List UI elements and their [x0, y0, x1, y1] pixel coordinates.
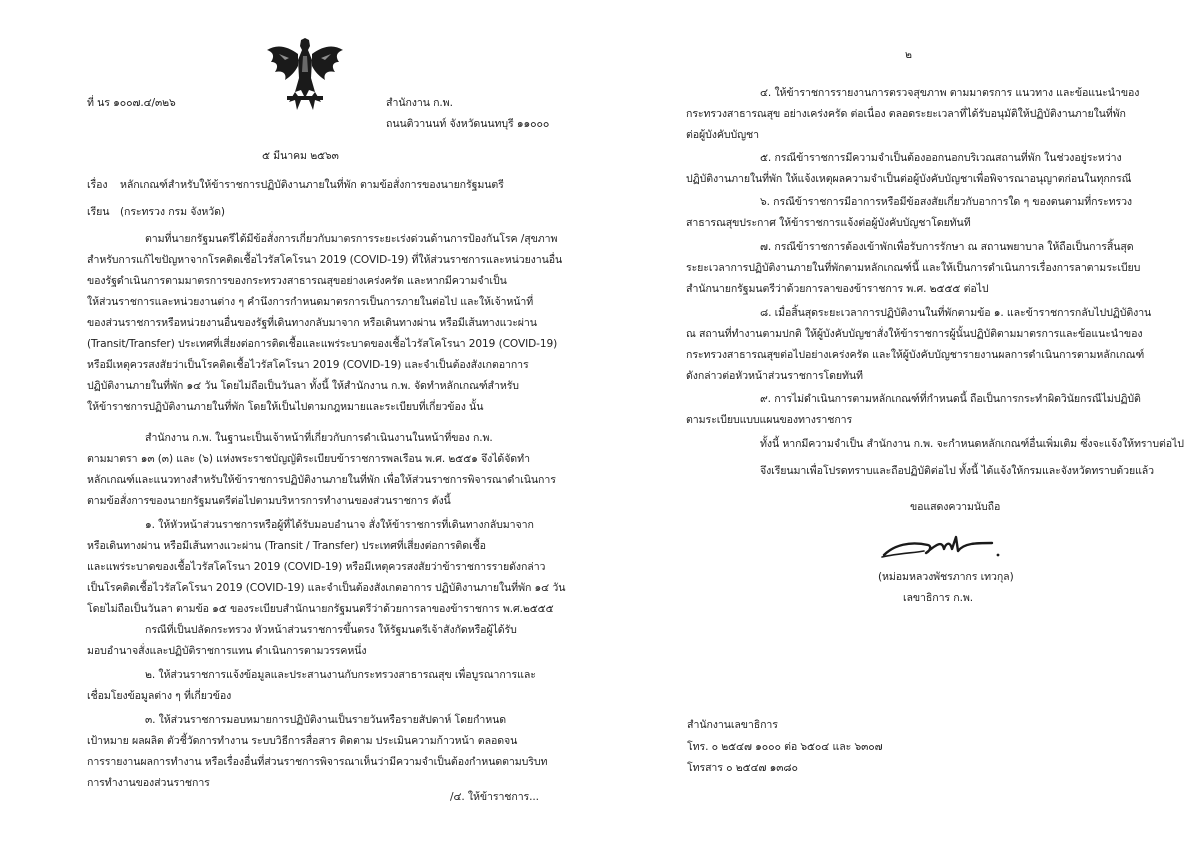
footer-phone: โทร. ๐ ๒๕๔๗ ๑๐๐๐ ต่อ ๖๕๐๔ และ ๖๓๐๗ — [687, 741, 883, 753]
continuation-note: /๔. ให้ข้าราชการ... — [450, 791, 539, 803]
regards: ขอแสดงความนับถือ — [910, 501, 1001, 513]
item-3-line: การรายงานผลการทำงาน หรือเรื่องอื่นที่ส่วนราชการพิจารณาเห็นว่ามีความจำเป็นต้องกำหนดตามบริบท — [87, 756, 548, 768]
item-7-line: สำนักนายกรัฐมนตรีว่าด้วยการลาของข้าราชการ พ.ศ. ๒๕๕๕ ต่อไป — [686, 283, 989, 295]
item-4-line: กระทรวงสาธารณสุข อย่างเคร่งครัด ต่อเนื่อง ตลอดระยะเวลาที่ได้รับอนุมัติให้ปฏิบัติงานภายในที่พัก — [686, 108, 1126, 120]
paragraph-1-line: ปฏิบัติงานภายในที่พัก ๑๔ วัน โดยไม่ถือเป็นวันลา ทั้งนี้ ให้สำนักงาน ก.พ. จัดทำหลักเกณฑ์สำหรับ — [87, 380, 519, 392]
paragraph-1-line: หรือมีเหตุควรสงสัยว่าเป็นโรคติดเชื้อไวรัสโคโรนา 2019 (COVID-19) และจำเป็นต้องสังเกตอาการ — [87, 359, 529, 371]
office-name: สำนักงาน ก.พ. — [386, 97, 453, 109]
paragraph-1-line: ของรัฐดำเนินการตามมาตรการของกระทรวงสาธารณสุขอย่างเคร่งครัด และหากมีความจำเป็น — [87, 275, 507, 287]
to-text: (กระทรวง กรม จังหวัด) — [120, 206, 225, 218]
document-page-2 — [600, 0, 1200, 847]
closing-line: จึงเรียนมาเพื่อโปรดทราบและถือปฏิบัติต่อไป ทั้งนี้ ได้แจ้งให้กรมและจังหวัดทราบด้วยแล้ว — [760, 465, 1155, 477]
item-7-line: ระยะเวลาการปฏิบัติงานภายในที่พักตามหลักเกณฑ์นี้ และให้เป็นการดำเนินการเรื่องการลาตามระเบียบ — [686, 262, 1141, 274]
signatory-title: เลขาธิการ ก.พ. — [903, 592, 974, 604]
paragraph-1-line: (Transit/Transfer) ประเทศที่เสี่ยงต่อการติดเชื้อและแพร่ระบาดของเชื้อไวรัสโคโรนา 2019 (COVID-19) — [87, 338, 558, 350]
page-number: ๒ — [905, 49, 912, 61]
item-3-line: การทำงานของส่วนราชการ — [87, 777, 210, 789]
paragraph-2-line: ตามมาตรา ๑๓ (๓) และ (๖) แห่งพระราชบัญญัติระเบียบข้าราชการพลเรือน พ.ศ. ๒๕๕๑ จึงได้จัดทำ — [87, 453, 530, 465]
closing-line: ทั้งนี้ หากมีความจำเป็น สำนักงาน ก.พ. จะกำหนดหลักเกณฑ์อื่นเพิ่มเติม ซึ่งจะแจ้งให้ทราบต่อไป — [760, 438, 1184, 450]
garuda-emblem — [265, 38, 345, 112]
paragraph-2-line: ตามข้อสั่งการของนายกรัฐมนตรีต่อไปตามบริหารการทำงานของส่วนราชการ ดังนี้ — [87, 495, 451, 507]
footer-office: สำนักงานเลขาธิการ — [687, 719, 778, 731]
item-1-line: หรือเดินทางผ่าน หรือมีเส้นทางแวะผ่าน (Transit / Transfer) ประเทศที่เสี่ยงต่อการติดเชื้อ — [87, 540, 486, 552]
paragraph-1-line: ให้ข้าราชการปฏิบัติงานภายในที่พัก โดยให้เป็นไปตามกฎหมายและระเบียบที่เกี่ยวข้อง นั้น — [87, 401, 484, 413]
paragraph-1-line: ตามที่นายกรัฐมนตรีได้มีข้อสั่งการเกี่ยวกับมาตรการระยะเร่งด่วนด้านการป้องกันโรค /สุขภาพ — [145, 233, 558, 245]
paragraph-2-line: หลักเกณฑ์และแนวทางสำหรับให้ข้าราชการปฏิบัติงานภายในที่พัก เพื่อให้ส่วนราชการพิจารณาดำเนินการ — [87, 474, 556, 486]
item-4-line: ต่อผู้บังคับบัญชา — [686, 129, 759, 141]
office-address: ถนนติวานนท์ จังหวัดนนทบุรี ๑๑๐๐๐ — [386, 118, 550, 130]
document-date: ๕ มีนาคม ๒๕๖๓ — [262, 150, 339, 162]
footer-fax: โทรสาร ๐ ๒๕๔๗ ๑๓๘๐ — [687, 762, 798, 774]
item-8-line: ณ สถานที่ทำงานตามปกติ ให้ผู้บังคับบัญชาสั่งให้ข้าราชการผู้นั้นปฏิบัติตามมาตรการและข้อแนะนำของ — [686, 328, 1143, 340]
item-9-line: ๙. การไม่ดำเนินการตามหลักเกณฑ์ที่กำหนดนี้ ถือเป็นการกระทำผิดวินัยกรณีไม่ปฏิบัติ — [760, 393, 1141, 405]
item-8-line: กระทรวงสาธารณสุขต่อไปอย่างเคร่งครัด และให้ผู้บังคับบัญชารายงานผลการดำเนินการตามหลักเกณฑ์ — [686, 349, 1145, 361]
item-3-line: ๓. ให้ส่วนราชการมอบหมายการปฏิบัติงานเป็นรายวันหรือรายสัปดาห์ โดยกำหนด — [145, 714, 507, 726]
item-1-note-line: กรณีที่เป็นปลัดกระทรวง หัวหน้าส่วนราชการขึ้นตรง ให้รัฐมนตรีเจ้าสังกัดหรือผู้ได้รับ — [145, 624, 517, 636]
reference-number: ที่ นร ๑๐๐๗.๔/๓๒๖ — [87, 97, 176, 109]
paragraph-1-line: ของส่วนราชการหรือหน่วยงานอื่นของรัฐที่เดินทางกลับมาจาก หรือเดินทางผ่าน หรือมีเส้นทางแวะผ่าน — [87, 317, 537, 329]
item-4-line: ๔. ให้ข้าราชการรายงานการตรวจสุขภาพ ตามมาตรการ แนวทาง และข้อแนะนำของ — [760, 87, 1140, 99]
item-1-line: ๑. ให้หัวหน้าส่วนราชการหรือผู้ที่ได้รับมอบอำนาจ สั่งให้ข้าราชการที่เดินทางกลับมาจาก — [145, 519, 534, 531]
paragraph-1-line: สำหรับการแก้ไขปัญหาจากโรคติดเชื้อไวรัสโคโรนา 2019 (COVID-19) ที่ให้ส่วนราชการและหน่วยงานอื่น — [87, 254, 563, 266]
item-1-note-line: มอบอำนาจสั่งและปฏิบัติราชการแทน ดำเนินการตามวรรคหนึ่ง — [87, 645, 367, 657]
signature — [880, 531, 1005, 567]
subject-label: เรื่อง — [87, 179, 108, 191]
item-6-line: สาธารณสุขประกาศ ให้ข้าราชการแจ้งต่อผู้บังคับบัญชาโดยทันที — [686, 217, 971, 229]
item-7-line: ๗. กรณีข้าราชการต้องเข้าพักเพื่อรับการรักษา ณ สถานพยาบาล ให้ถือเป็นการสิ้นสุด — [760, 241, 1134, 253]
to-label: เรียน — [87, 206, 110, 218]
item-1-line: เป็นโรคติดเชื้อไวรัสโคโรนา 2019 (COVID-19) และจำเป็นต้องสังเกตอาการ ปฏิบัติงานภายในที่พัก ๑๔ วัน — [87, 582, 566, 594]
paragraph-2-line: สำนักงาน ก.พ. ในฐานะเป็นเจ้าหน้าที่เกี่ยวกับการดำเนินงานในหน้าที่ของ ก.พ. — [145, 432, 493, 444]
item-5-line: ๕. กรณีข้าราชการมีความจำเป็นต้องออกนอกบริเวณสถานที่พัก ในช่วงอยู่ระหว่าง — [760, 152, 1122, 164]
item-2-line: ๒. ให้ส่วนราชการแจ้งข้อมูลและประสานงานกับกระทรวงสาธารณสุข เพื่อบูรณาการและ — [145, 669, 536, 681]
item-8-line: ๘. เมื่อสิ้นสุดระยะเวลาการปฏิบัติงานในที่พักตามข้อ ๑. และข้าราชการกลับไปปฏิบัติงาน — [760, 307, 1152, 319]
paragraph-1-line: ให้ส่วนราชการและหน่วยงานต่าง ๆ คำนึงการกำหนดมาตรการเป็นการภายในต่อไป และให้เจ้าหน้าที่ — [87, 296, 534, 308]
item-1-line: โดยไม่ถือเป็นวันลา ตามข้อ ๑๕ ของระเบียบสำนักนายกรัฐมนตรีว่าด้วยการลาของข้าราชการ พ.ศ.๒๕๕๕ — [87, 603, 554, 615]
subject-text: หลักเกณฑ์สำหรับให้ข้าราชการปฏิบัติงานภายในที่พัก ตามข้อสั่งการของนายกรัฐมนตรี — [120, 179, 504, 191]
item-3-line: เป้าหมาย ผลผลิต ตัวชี้วัดการทำงาน ระบบวิธีการสื่อสาร ติดตาม ประเมินความก้าวหน้า ตลอดจน — [87, 735, 518, 747]
item-1-line: และแพร่ระบาดของเชื้อไวรัสโคโรนา 2019 (COVID-19) หรือมีเหตุควรสงสัยว่าข้าราชการรายดังกล่าว — [87, 561, 546, 573]
item-2-line: เชื่อมโยงข้อมูลต่าง ๆ ที่เกี่ยวข้อง — [87, 690, 232, 702]
item-8-line: ดังกล่าวต่อหัวหน้าส่วนราชการโดยทันที — [686, 370, 863, 382]
signatory-name: (หม่อมหลวงพัชรภากร เทวกุล) — [878, 571, 1014, 583]
item-5-line: ปฏิบัติงานภายในที่พัก ให้แจ้งเหตุผลความจำเป็นต่อผู้บังคับบัญชาเพื่อพิจารณาอนุญาตก่อนในทุกกรณี — [686, 173, 1132, 185]
item-6-line: ๖. กรณีข้าราชการมีอาการหรือมีข้อสงสัยเกี่ยวกับอาการใด ๆ ของตนตามที่กระทรวง — [760, 196, 1132, 208]
item-9-line: ตามระเบียบแบบแผนของทางราชการ — [686, 414, 853, 426]
